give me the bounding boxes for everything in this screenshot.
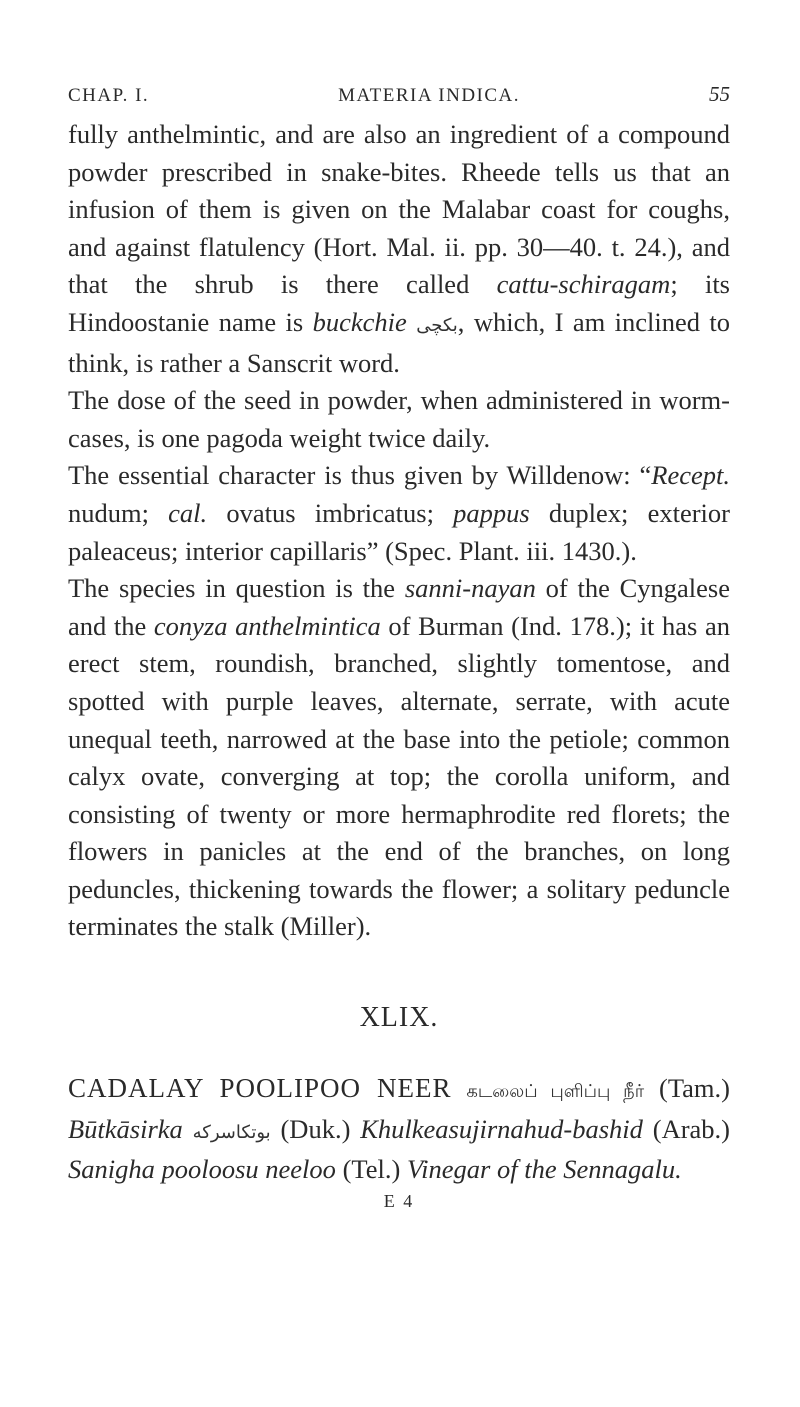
section-title: CADALAY POOLIPOO NEER bbox=[68, 1073, 452, 1104]
plant-name-burman: conyza anthelmintica bbox=[153, 610, 381, 641]
section-heading: CADALAY POOLIPOO NEER கடலைப் புளிப்பு நீர் (Tam.) Būtkāsirka بوتكاسركه (Duk.) Khulkeasujirnahud-bashid (Arab.) Sanigha pooloosu neeloo (Tel.) Vinegar of the Sennagalu. bbox=[68, 1073, 730, 1185]
running-head bbox=[68, 82, 730, 116]
english-name: Vinegar of the Sennagalu. bbox=[406, 1154, 682, 1185]
body-text bbox=[68, 116, 730, 946]
arabic-name: Khulkeasujirnahud-bashid bbox=[360, 1113, 643, 1144]
dukhani-script-name: بوتكاسركه bbox=[192, 1121, 271, 1142]
tamil-script-name: கடலைப் புளிப்பு நீர் bbox=[466, 1081, 645, 1102]
paragraph-2: The dose of the seed in powder, when administered in worm-cases, is one pagoda weight twice daily. bbox=[68, 385, 730, 453]
arabic-script-word: بكچى bbox=[416, 314, 458, 335]
plant-name-malabar: cattu-schiragam bbox=[496, 269, 671, 300]
telugu-name: Sanigha pooloosu neeloo bbox=[68, 1154, 336, 1185]
paragraph-1: fully anthelmintic, and are also an ingredient of a compound powder prescribed in snake-bites. Rheede tells us that an infusion of them is given on the Malabar coast for coughs, and against flatulency (Hort. Mal. ii. pp. 30—40. t. 24.), and that the shrub is there called cattu-schiragam; its Hindoostanie name is buckchie بكچى, which, I am inclined to think, is rather a Sanscrit word. bbox=[68, 119, 731, 378]
dukhani-name: Būtkāsirka bbox=[68, 1113, 183, 1144]
paragraph-4: The species in question is the sanni-nayan of the Cyngalese and the conyza anthelmintica of Burman (Ind. 178.); it has an erect stem, roundish, branched, slightly tomentose, and spotted with purple leaves, alternate, serrate, with acute unequal teeth, narrowed at the base into the petiole; common calyx ovate, converging at top; the corolla uniform, and consisting of twenty or more hermaphrodite red florets; the flowers in panicles at the end of the branches, on long peduncles, thickening towards the flower; a solitary peduncle terminates the stalk (Miller). bbox=[68, 573, 730, 942]
book-page bbox=[68, 82, 730, 1213]
signature-mark: E 4 bbox=[383, 1190, 415, 1211]
section-number: XLIX. bbox=[359, 1002, 439, 1034]
book-title: MATERIA INDICA. bbox=[338, 85, 521, 106]
page-number: 55 bbox=[708, 82, 730, 106]
chapter-label: CHAP. I. bbox=[68, 85, 150, 106]
paragraph-3: The essential character is thus given by Willdenow: “Recept. nudum; cal. ovatus imbricatus; pappus duplex; exterior paleaceus; interior capillaris” (Spec. Plant. iii. 1430.). bbox=[68, 460, 730, 566]
plant-name-hindoostanie: buckchie bbox=[312, 306, 407, 337]
plant-name-cyngalese: sanni-nayan bbox=[404, 573, 536, 604]
